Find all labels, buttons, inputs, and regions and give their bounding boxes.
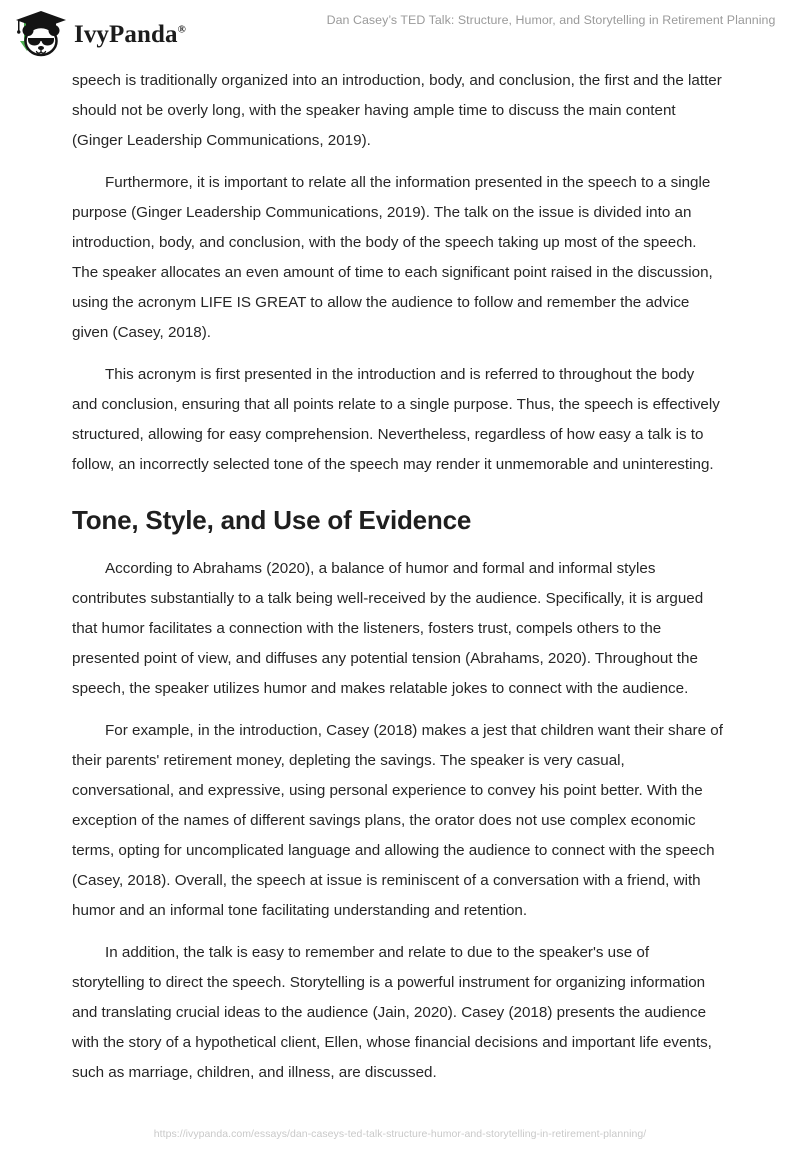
brand-wordmark [74, 22, 186, 47]
paragraph: speech is traditionally organized into an introduction, body, and conclusion, the first and the latter should not be overly long, with the speaker having ample time to discuss the main content (Ginger Leadership Communications, 2019). [72, 72, 722, 149]
panda-graduate-logo-icon [14, 8, 68, 58]
paragraph: Furthermore, it is important to relate all the information presented in the speech to a single purpose (Ginger Leadership Communications, 2019). The talk on the issue is divided into an introduction, body, and conclusion, with the body of the speech taking up most of the speech. The speaker allocates an even amount of time to each significant point raised in the discussion, using the acronym LIFE IS GREAT to allow the audience to follow and remember the advice given (Casey, 2018). [72, 174, 713, 341]
section-heading: Tone, Style, and Use of Evidence [72, 505, 472, 535]
paragraph: In addition, the talk is easy to remember and relate to due to the speaker's use of storytelling to direct the speech. Storytelling is a powerful instrument for organizing information and translating crucial ideas to the audience (Jain, 2020). Casey (2018) presents the audience with the story of a hypothetical client, Ellen, whose financial decisions and important life events, such as marriage, children, and illness, are discussed. [72, 944, 712, 1081]
page-header [0, 0, 800, 62]
document-title: Dan Casey’s TED Talk: Structure, Humor, and Storytelling in Retirement Planning [326, 13, 776, 27]
source-url[interactable]: https://ivypanda.com/essays/dan-caseys-ted-talk-structure-humor-and-storytelling-in-retirement-planning/ [153, 1128, 647, 1140]
registered-trademark-symbol: ® [177, 23, 186, 36]
page-footer [0, 1124, 800, 1142]
paragraph: This acronym is first presented in the introduction and is referred to throughout the body and conclusion, ensuring that all points relate to a single purpose. Thus, the speech is effectively structured, allowing for easy comprehension. Nevertheless, regardless of how easy a talk is to follow, an incorrectly selected tone of the speech may render it unmemorable and uninteresting. [72, 366, 720, 473]
brand-logo[interactable] [14, 8, 186, 58]
paragraph: For example, in the introduction, Casey (2018) makes a jest that children want their share of their parents' retirement money, depleting the savings. The speaker is very casual, conversational, and expressive, using personal experience to convey his point better. With the exception of the names of different savings plans, the orator does not use complex economic terms, opting for uncomplicated language and allowing the audience to connect with the speech (Casey, 2018). Overall, the speech at issue is reminiscent of a conversation with a friend, with humor and an informal tone facilitating understanding and retention. [72, 722, 723, 919]
article-body [72, 66, 723, 1100]
paragraph: According to Abrahams (2020), a balance of humor and formal and informal styles contributes substantially to a talk being well-received by the audience. Specifically, it is argued that humor facilitates a connection with the listeners, fosters trust, compels others to the presented point of view, and diffuses any potential tension (Abrahams, 2020). Throughout the speech, the speaker utilizes humor and makes relatable jokes to connect with the audience. [72, 560, 704, 697]
brand-name-text: IvyPanda [74, 20, 178, 48]
